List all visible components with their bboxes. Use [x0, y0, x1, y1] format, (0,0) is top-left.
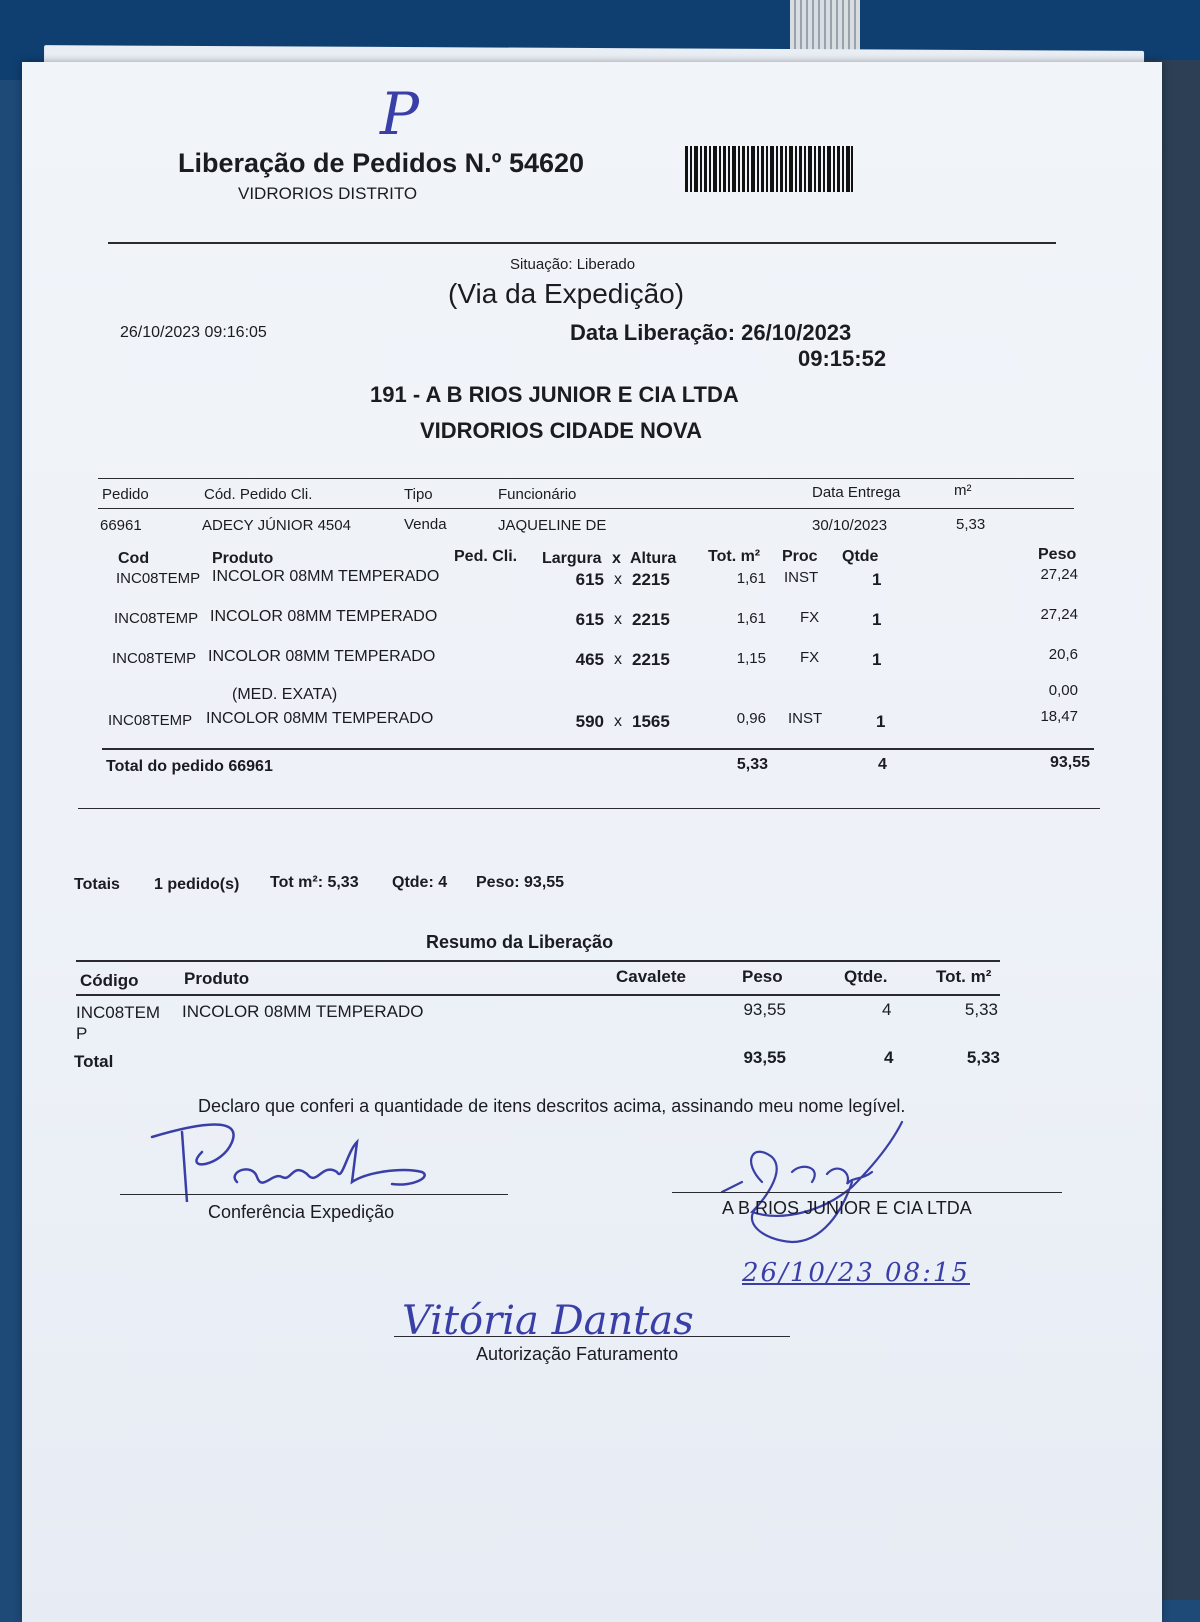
totals-tot-m2: Tot m²: 5,33: [270, 874, 359, 891]
client-name: 191 - A B RIOS JUNIOR E CIA LTDA: [370, 382, 739, 407]
order-total-peso: 93,55: [1049, 754, 1090, 771]
item-largura: 465: [575, 650, 604, 669]
item-qtde: 1: [872, 650, 882, 669]
items-col-altura: Altura: [630, 550, 677, 567]
signature-line-conferencia: [120, 1194, 508, 1195]
col-funcionario: Funcionário: [498, 486, 577, 503]
item-x: x: [614, 571, 622, 588]
order-total-label: Total do pedido 66961: [106, 758, 273, 775]
item-largura: 615: [575, 570, 604, 589]
summary-total-label: Total: [74, 1052, 114, 1071]
order-cod-cli: ADECY JÚNIOR 4504: [202, 517, 351, 534]
signature-line-autorizacao: [394, 1336, 790, 1337]
summary-col-qtde: Qtde.: [844, 967, 888, 986]
item-produto: INCOLOR 08MM TEMPERADO: [208, 648, 436, 665]
item-x: x: [614, 611, 622, 628]
issuer-name: VIDRORIOS DISTRITO: [238, 184, 418, 203]
order-tipo: Venda: [404, 516, 447, 533]
item-largura: 590: [575, 712, 604, 731]
item-cod: INC08TEMP: [108, 712, 193, 729]
item-produto: INCOLOR 08MM TEMPERADO: [210, 608, 438, 625]
autorizacao-label: Autorização Faturamento: [476, 1344, 679, 1364]
handwritten-date: 26/10/23 08:15: [742, 1258, 970, 1288]
item-cod: INC08TEMP: [114, 610, 199, 627]
summary-header-rule: [76, 994, 1000, 996]
col-m2: m²: [954, 482, 972, 499]
client-store: VIDRORIOS CIDADE NOVA: [420, 418, 702, 443]
item-x: x: [614, 713, 622, 730]
items-col-largura: Largura: [542, 550, 602, 567]
item-cod: INC08TEMP: [112, 650, 197, 667]
handwritten-name: Vitória Dantas: [402, 1298, 694, 1344]
order-pedido: 66961: [100, 517, 142, 534]
status-text: Situação: Liberado: [510, 256, 636, 273]
item-peso: 27,24: [1040, 606, 1078, 623]
items-col-tot-m2: Tot. m²: [708, 548, 761, 565]
summary-total-qtde: 4: [884, 1048, 894, 1067]
document-sheet: [22, 62, 1162, 1622]
order-total-rule: [102, 748, 1094, 750]
item-peso: 27,24: [1040, 566, 1078, 583]
release-time: 09:15:52: [798, 346, 887, 371]
item-tot-m2: 1,61: [736, 570, 766, 587]
item-proc: INST: [784, 569, 819, 586]
print-datetime: 26/10/2023 09:16:05: [120, 324, 267, 341]
col-data-entrega: Data Entrega: [812, 484, 901, 501]
signature-client: [702, 1102, 932, 1252]
item-altura: 2215: [632, 650, 670, 669]
summary-total-peso: 93,55: [743, 1048, 786, 1067]
totals-pedidos: 1 pedido(s): [154, 876, 240, 893]
totals-peso: Peso: 93,55: [476, 874, 565, 891]
signature-conferencia: [142, 1112, 442, 1202]
item-altura: 2215: [632, 610, 670, 629]
order-funcionario: JAQUELINE DE: [498, 517, 607, 534]
item-proc: INST: [788, 710, 823, 727]
summary-title: Resumo da Liberação: [426, 932, 614, 952]
signature-line-client: [672, 1192, 1062, 1193]
totals-label: Totais: [74, 876, 120, 893]
item-note-peso: 0,00: [1048, 682, 1078, 699]
order-table-header-rule: [98, 508, 1074, 509]
item-altura: 1565: [632, 712, 670, 731]
summary-peso: 93,55: [743, 1000, 786, 1019]
item-qtde: 1: [872, 610, 882, 629]
item-produto: INCOLOR 08MM TEMPERADO: [212, 568, 440, 585]
summary-tot-m2: 5,33: [964, 1000, 998, 1019]
release-date: Data Liberação: 26/10/2023: [570, 320, 852, 345]
items-col-produto: Produto: [212, 550, 274, 567]
order-table-top-rule: [98, 478, 1074, 479]
summary-col-tot-m2: Tot. m²: [936, 967, 992, 986]
item-qtde: 1: [876, 712, 886, 731]
summary-total-tot-m2: 5,33: [966, 1048, 1000, 1067]
items-col-ped-cli: Ped. Cli.: [454, 548, 518, 565]
item-proc: FX: [800, 609, 820, 626]
summary-col-peso: Peso: [742, 967, 783, 986]
item-produto: INCOLOR 08MM TEMPERADO: [206, 710, 434, 727]
summary-col-codigo: Código: [80, 971, 139, 990]
summary-produto: INCOLOR 08MM TEMPERADO: [182, 1002, 424, 1021]
summary-top-rule: [76, 960, 1000, 962]
items-col-proc: Proc: [782, 548, 818, 565]
summary-col-cavalete: Cavalete: [616, 967, 686, 986]
declaration-text: Declaro que conferi a quantidade de itens descritos acima, assinando meu nome legível.: [198, 1096, 906, 1116]
copy-type: (Via da Expedição): [448, 278, 685, 309]
order-m2: 5,33: [956, 516, 986, 533]
item-note: (MED. EXATA): [232, 686, 338, 703]
client-signature-label: A B RIOS JUNIOR E CIA LTDA: [722, 1198, 972, 1218]
item-tot-m2: 1,61: [736, 610, 766, 627]
summary-qtde: 4: [882, 1000, 892, 1019]
item-x: x: [614, 651, 622, 668]
order-data-entrega: 30/10/2023: [812, 517, 888, 534]
order-total-qtde: 4: [878, 756, 887, 773]
col-cod-pedido-cli: Cód. Pedido Cli.: [204, 486, 313, 503]
item-tot-m2: 0,96: [736, 710, 766, 727]
item-largura: 615: [575, 610, 604, 629]
item-peso: 20,6: [1048, 646, 1078, 663]
document-title: Liberação de Pedidos N.º 54620: [178, 148, 585, 178]
items-col-cod: Cod: [118, 550, 150, 567]
item-altura: 2215: [632, 570, 670, 589]
items-col-peso: Peso: [1038, 546, 1077, 563]
item-qtde: 1: [872, 570, 882, 589]
item-cod: INC08TEMP: [116, 570, 201, 587]
col-tipo: Tipo: [404, 486, 433, 503]
col-pedido: Pedido: [102, 486, 149, 503]
item-peso: 18,47: [1040, 708, 1078, 725]
item-proc: FX: [800, 649, 820, 666]
items-col-x: x: [612, 550, 621, 567]
summary-col-produto: Produto: [184, 969, 250, 988]
summary-codigo: INC08TEMP: [76, 1003, 161, 1043]
barcode: [685, 146, 853, 192]
handwritten-mark: P: [380, 80, 420, 148]
order-section-bottom-rule: [78, 808, 1100, 809]
items-col-qtde: Qtde: [842, 548, 879, 565]
header-divider: [108, 242, 1056, 244]
item-tot-m2: 1,15: [736, 650, 766, 667]
order-total-m2: 5,33: [736, 756, 768, 773]
totals-qtde: Qtde: 4: [392, 874, 448, 891]
conferencia-label: Conferência Expedição: [208, 1202, 395, 1222]
